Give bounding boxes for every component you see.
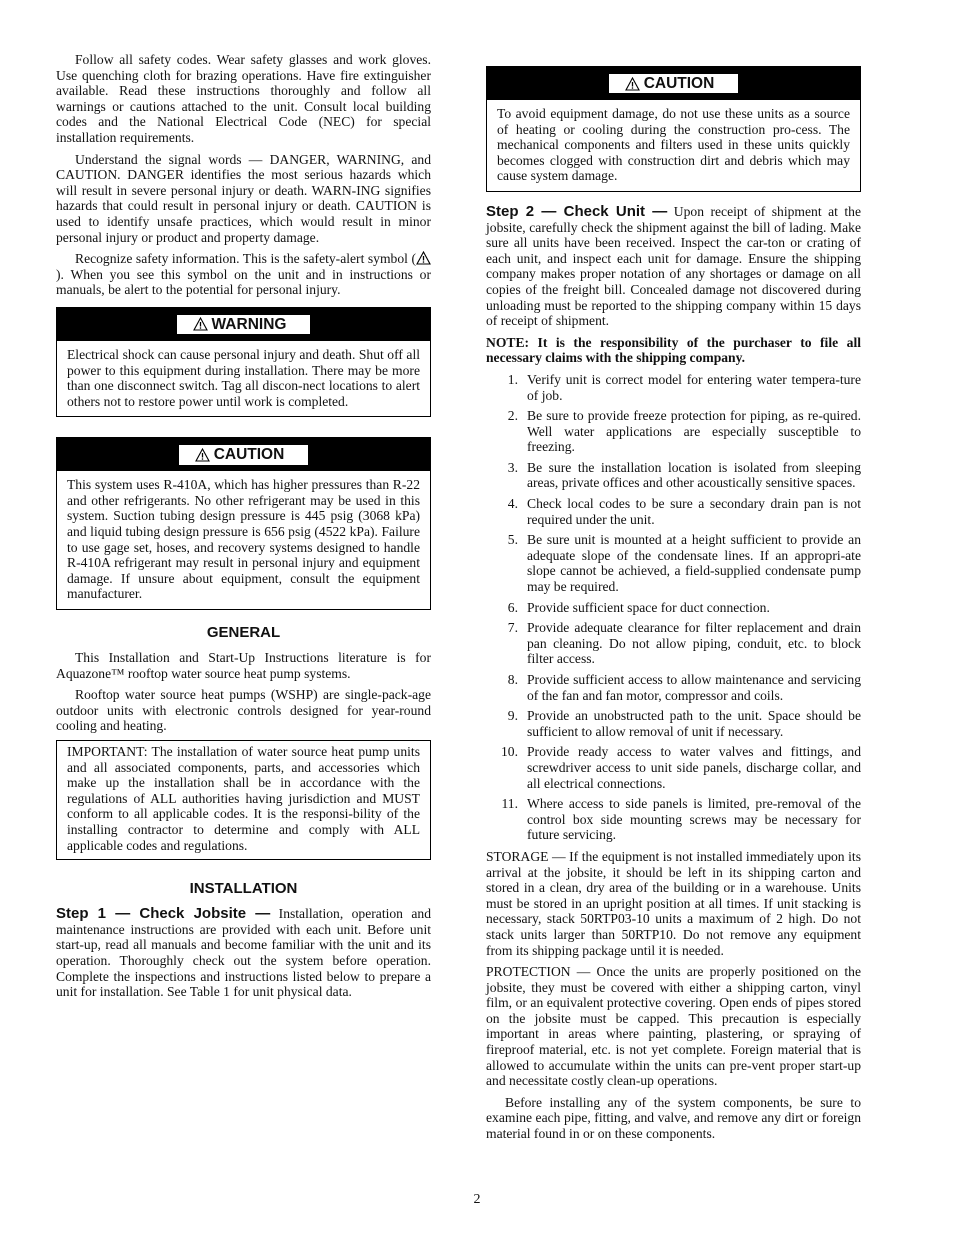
list-item — [486, 372, 861, 403]
caution-header-2 — [487, 67, 860, 100]
caution-text-2: To avoid equipment damage, do not use these units as a source of heating or cooling during the construction pro-cess. The mechanical components and filters used in these units quickly becomes clogged with construction dirt and debris which may cause system damage. — [497, 106, 850, 184]
list-item-number: 1. — [507, 371, 518, 387]
step-1-paragraph: Step 1 — Check Jobsite — Installation, operation and maintenance instructions are provided with each unit. Before unit start-up, read all manuals and become familiar with the unit and its operation. Thoroughly check out the system before operation. Complete the inspections and instructions listed below to prepare a unit for installation. See Table 1 for unit physical data. — [56, 905, 431, 1000]
caution-label: CAUTION — [213, 445, 285, 463]
storage-paragraph: STORAGE — If the equipment is not installed immediately upon its arrival at the jobsite, it should be left in its shipping carton and stored in a clean, dry area of the building or in a warehouse. Units must be stored in an upright position at all times. If unit stacking is necessary, stack 50RTP03-10 units a maximum of 2 high. Do not stack units larger than 50RTP10. Do not remove any equipment from its shipping package until it is needed. — [486, 848, 861, 958]
step-2-title: Step 2 — Check Unit — — [486, 202, 668, 220]
list-item-text: Provide ready access to water valves and fittings, and screwdriver access to unit side panels, discharge collar, and all electrical connections. — [527, 744, 861, 791]
list-item-number: 4. — [507, 496, 518, 512]
right-column — [486, 66, 861, 1148]
warning-triangle-icon — [416, 251, 431, 265]
list-item-number: 7. — [507, 620, 518, 636]
list-item — [486, 600, 861, 616]
safety-alert-paragraph: Recognize safety information. This is the safety-alert symbol (). When you see this symbol on the unit and in instructions or manuals, be alert to the potential for personal injury. — [56, 251, 431, 298]
list-item — [486, 408, 861, 455]
list-item-text: Be sure the installation location is isolated from sleeping areas, private offices and other acoustically sensitive spaces. — [527, 459, 861, 491]
list-item-text: Be sure to provide freeze protection for piping, as re-quired. Well water applications are especially susceptible to freezing. — [527, 408, 861, 455]
protection-paragraph: PROTECTION — Once the units are properly positioned on the jobsite, they must be covered with either a shipping carton, vinyl film, or an equivalent protective covering. Open ends of pipes stored on the jobsite must be capped. This precaution is especially important in areas where painting, plastering, or spraying of fireproof material, etc. is not yet complete. Foreign material that is allowed to accumulate within the units can pre-vent proper start-up and necessitate costly clean-up operations. — [486, 964, 861, 1089]
list-item-text: Where access to side panels is limited, pre-removal of the control box side mounting screws may be necessary for future servicing. — [527, 796, 861, 843]
warning-triangle-icon — [195, 448, 210, 462]
list-item — [486, 460, 861, 491]
caution-box — [56, 437, 431, 610]
warning-triangle-icon — [625, 77, 640, 91]
important-box: IMPORTANT: The installation of water source heat pump units and all associated components, parts, and accessories which make up the installation shall be in accordance with the regulations of ALL authorities having jurisdiction and MUST conform to all applicable codes. It is the responsi-bility of the installing contractor to determine and comply with ALL applicable codes and regulations. — [56, 740, 431, 860]
list-item-number: 6. — [507, 599, 518, 615]
list-item-text: Provide adequate clearance for filter replacement and drain pan cleaning. Do not allow piping, conduit, etc. to block filter access. — [527, 620, 861, 667]
list-item — [486, 532, 861, 594]
list-item-number: 5. — [507, 532, 518, 548]
left-column — [56, 52, 431, 1006]
warning-box — [56, 307, 431, 417]
final-paragraph: Before installing any of the system components, be sure to examine each pipe, fitting, and valve, and remove any dirt or foreign material found in or on these components. — [486, 1094, 861, 1142]
list-item — [486, 708, 861, 739]
signal-words-paragraph: Understand the signal words — DANGER, WARNING, and CAUTION. DANGER identifies the most serious hazards which will result in severe personal injury or death. WARN-ING signifies hazards that could result in personal injury or death. CAUTION is used to identify unsafe practices, which would result in minor personal injury or product and property damage. — [56, 151, 431, 245]
safety-paragraph-1: Follow all safety codes. Wear safety glasses and work gloves. Use quenching cloth for brazing operations. Have fire extinguisher available. Read these instructions thoroughly and follow all warnings or cautions attached to the unit. Consult local building codes and the National Electrical Code (NEC) for special installation requirements. — [56, 52, 431, 145]
note-paragraph: NOTE: It is the responsibility of the purchaser to file all necessary claims with the shipping company. — [486, 334, 861, 366]
general-paragraph-2: Rooftop water source heat pumps (WSHP) are single-pack-age outdoor units with electronic controls designed for year-round cooling and heating. — [56, 687, 431, 734]
list-item — [486, 496, 861, 527]
caution-text: This system uses R-410A, which has higher pressures than R-22 and other refrigerants. No other refrigerant may be used in this system. Suction tubing design pressure is 445 psig (3068 kPa) and liquid tubing design pressure is 656 psig (4522 kPa). Failure to use gage set, hoses, and recovery systems designed to handle R-410A refrigerant may result in personal injury and equipment damage. If unsure about equipment, consult the equipment manufacturer. — [67, 477, 420, 602]
caution-box-2 — [486, 66, 861, 192]
list-item-number: 8. — [507, 672, 518, 687]
list-item-text: Be sure unit is mounted at a height sufficient to provide an adequate slope of the condensate lines. If an appropri-ate slope cannot be achieved, a field-supplied condensate pump may be required. — [527, 532, 861, 595]
list-item-text: Provide an unobstructed path to the unit. Space should be sufficient to allow removal of unit if necessary. — [527, 708, 861, 739]
list-item-text: Verify unit is correct model for entering water tempera-ture of job. — [527, 371, 861, 403]
list-item-text: Provide sufficient access to allow maintenance and servicing of the fan and fan motor, compressor and coils. — [527, 672, 861, 703]
caution-header — [57, 438, 430, 471]
warning-text: Electrical shock can cause personal injury and death. Shut off all power to this equipment during installation. There may be more than one disconnect switch. Tag all discon-nect locations to alert others not to restore power until work is completed. — [67, 346, 420, 409]
list-item — [486, 796, 861, 843]
list-item-number: 2. — [507, 408, 518, 424]
list-item — [486, 672, 861, 703]
list-item-text: Check local codes to be sure a secondary drain pan is not required under the unit. — [527, 496, 861, 527]
step-1-title: Step 1 — Check Jobsite — — [56, 905, 271, 923]
list-item — [486, 744, 861, 791]
list-item-number: 3. — [507, 459, 518, 475]
list-item-text: Provide sufficient space for duct connection. — [527, 599, 770, 615]
general-paragraph-1: This Installation and Start-Up Instructions literature is for Aquazone™ rooftop water source heat pump systems. — [56, 650, 431, 681]
general-heading: GENERAL — [206, 624, 281, 642]
list-item-number: 10. — [501, 744, 518, 760]
list-item-number: 9. — [507, 708, 518, 724]
page-number: 2 — [473, 1192, 481, 1207]
caution-label-2: CAUTION — [643, 74, 715, 92]
step-2-paragraph: Step 2 — Check Unit — Upon receipt of shipment at the jobsite, carefully check the shipment against the bill of lading. Make sure all units have been received. Inspect the car-ton or crating of each unit, and inspect each unit for damage. Ensure the shipping company makes proper notation of any shortages or damage on all copies of the freight bill. Concealed damage not discovered during unloading must be reported to the shipping company within 15 days of receipt of shipment. — [486, 202, 861, 329]
list-item-number: 11. — [501, 796, 518, 812]
installation-heading: INSTALLATION — [189, 880, 298, 898]
warning-label: WARNING — [211, 315, 287, 333]
warning-triangle-icon — [193, 317, 208, 331]
checklist — [486, 372, 861, 843]
list-item — [486, 620, 861, 667]
warning-header — [57, 308, 430, 341]
